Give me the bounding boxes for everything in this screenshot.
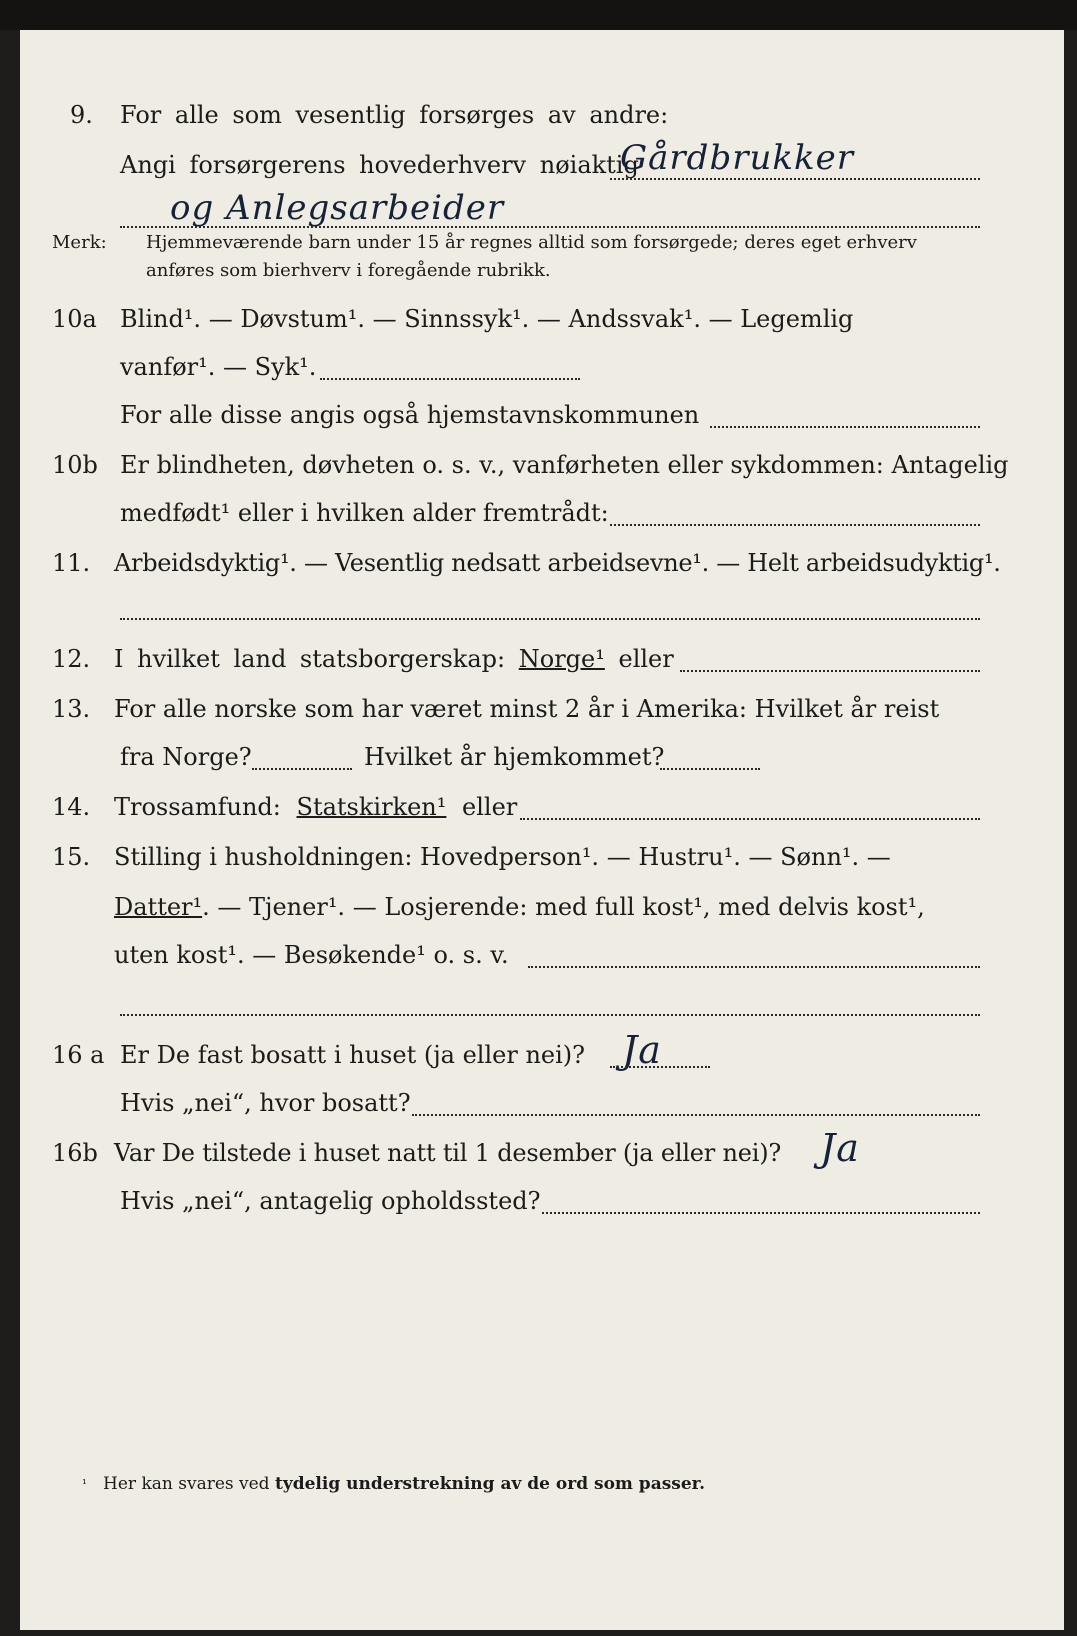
q12-number: 12. <box>52 645 91 673</box>
q16a-handwritten-answer: Ja <box>622 1028 662 1072</box>
q14-number: 14. <box>52 793 91 821</box>
q12-prompt: I hvilket land statsborgerskap: <box>114 645 506 673</box>
q16a-answer-line <box>610 1066 710 1068</box>
q13-number: 13. <box>52 695 91 723</box>
q16a-number: 16 a <box>52 1041 105 1069</box>
q9-line1: For alle som vesentlig forsørges av andre: <box>120 101 669 129</box>
q12-eller: eller <box>618 645 674 673</box>
q15-answer-line1 <box>528 966 980 968</box>
q9-line2: Angi forsørgerens hovederhverv nøiaktig <box>120 151 639 179</box>
footnote <box>82 1473 705 1495</box>
q15-datter-underlined: Datter¹ <box>114 893 203 921</box>
q10b-line1: Er blindheten, døvheten o. s. v., vanførheten eller sykdommen: Antagelig <box>120 451 1009 479</box>
q12-answer-line <box>680 670 980 672</box>
q16a-line1: Er De fast bosatt i huset (ja eller nei)? <box>120 1041 586 1069</box>
q9-handwritten-answer2: og Anlegsarbeider <box>170 188 505 228</box>
q14-eller: eller <box>462 793 518 821</box>
merk-line2: anføres som bierhverv i foregående rubrikk. <box>146 260 551 281</box>
q9-handwritten-answer1: Gårdbrukker <box>620 138 854 178</box>
footnote-mark: ¹ <box>82 1477 87 1491</box>
q13-hjemkommet-line <box>660 768 760 770</box>
q15-line1: Stilling i husholdningen: Hovedperson¹. — Hustru¹. — Sønn¹. — <box>114 843 891 871</box>
q16b-line1: Var De tilstede i huset natt til 1 desember (ja eller nei)? <box>114 1139 782 1167</box>
q11-number: 11. <box>52 549 91 577</box>
q16a-line2: Hvis „nei“, hvor bosatt? <box>120 1089 411 1117</box>
q13-reist-line <box>252 768 352 770</box>
q16b-number: 16b <box>52 1139 98 1167</box>
q15-line2-wrap <box>114 892 925 922</box>
q16b-opholdssted-line <box>542 1212 980 1214</box>
q11-answer-line <box>120 618 980 620</box>
q10a-number: 10a <box>52 305 97 333</box>
q10b-answer-line <box>610 524 980 526</box>
q15-line2: . — Tjener¹. — Losjerende: med full kost¹, med delvis kost¹, <box>202 893 925 921</box>
q15-number: 15. <box>52 843 91 871</box>
q13-line2a: fra Norge? <box>120 743 252 771</box>
q10a-line3: For alle disse angis også hjemstavnskommunen <box>120 401 700 429</box>
q14-statskirken-underlined: Statskirken¹ <box>296 793 447 821</box>
q10a-hjemstavn-line <box>710 426 980 428</box>
q13-line1: For alle norske som har været minst 2 år i Amerika: Hvilket år reist <box>114 695 940 723</box>
q15-answer-line2 <box>120 1014 980 1016</box>
q13-line2b: Hvilket år hjemkommet? <box>364 743 665 771</box>
q10b-number: 10b <box>52 451 98 479</box>
q10b-line2: medfødt¹ eller i hvilken alder fremtrådt: <box>120 499 609 527</box>
q14-prompt: Trossamfund: <box>114 793 281 821</box>
q9-answer-line2 <box>120 226 980 228</box>
merk-line1: Hjemmeværende barn under 15 år regnes alltid som forsørgede; deres eget erhverv <box>146 232 917 253</box>
q16a-bosatt-line <box>412 1114 980 1116</box>
footnote-plain: Her kan svares ved <box>103 1474 270 1494</box>
merk-label: Merk: <box>52 232 107 253</box>
q9-number: 9. <box>70 101 93 129</box>
q11-line1: Arbeidsdyktig¹. — Vesentlig nedsatt arbeidsevne¹. — Helt arbeidsudyktig¹. <box>114 549 1001 577</box>
q14-answer-line <box>520 818 980 820</box>
q10a-line1: Blind¹. — Døvstum¹. — Sinnssyk¹. — Andssvak¹. — Legemlig <box>120 305 854 333</box>
q15-line3: uten kost¹. — Besøkende¹ o. s. v. <box>114 941 509 969</box>
scan-top-edge <box>0 0 1077 30</box>
q10a-line2: vanfør¹. — Syk¹. <box>120 353 317 381</box>
q16b-handwritten-answer: Ja <box>820 1126 860 1170</box>
q10a-syk-line <box>320 378 580 380</box>
q12-text <box>114 644 674 674</box>
q14-text <box>114 792 517 822</box>
q12-norge-underlined: Norge¹ <box>518 645 605 673</box>
footnote-bold: tydelig understrekning av de ord som passer. <box>274 1474 705 1494</box>
q9-answer-line1 <box>610 178 980 180</box>
census-form-page <box>20 30 1064 1630</box>
q16b-line2: Hvis „nei“, antagelig opholdssted? <box>120 1187 541 1215</box>
